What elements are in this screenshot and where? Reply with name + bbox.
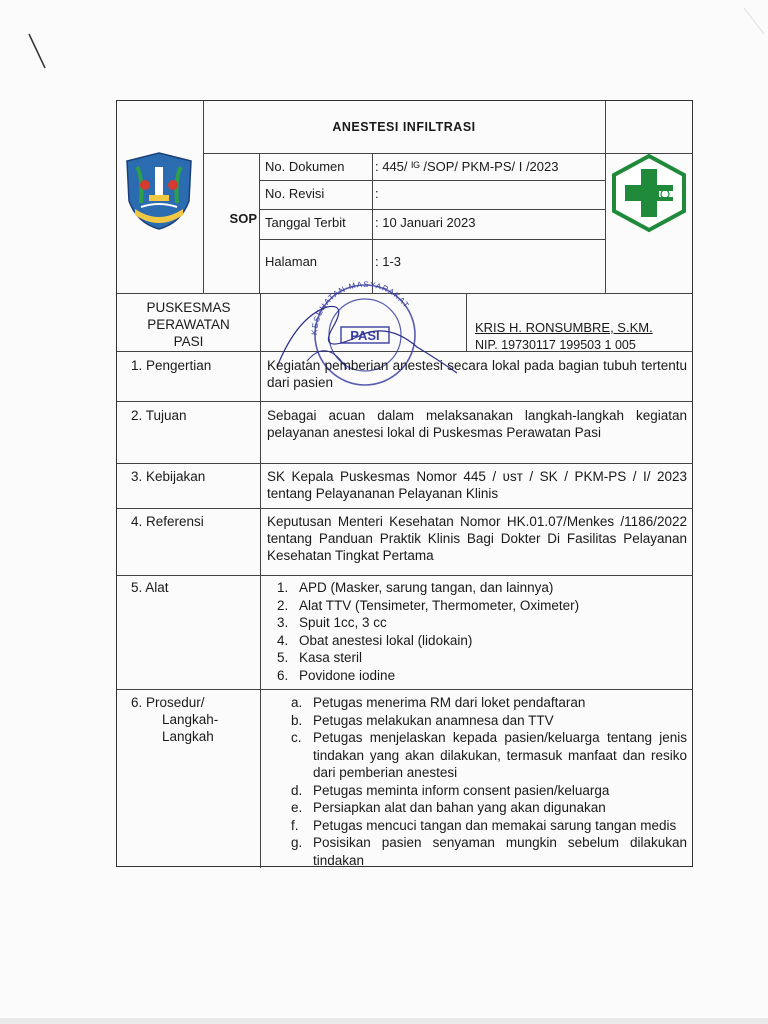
- section-label-pengertian: 1. Pengertian: [131, 358, 212, 373]
- sop-document-frame: [116, 100, 693, 867]
- field-label-no-dokumen: No. Dokumen: [265, 159, 345, 174]
- regional-emblem-logo: [119, 149, 199, 231]
- alat-list-item-text: Kasa steril: [299, 650, 363, 665]
- section-label-prosedur: [131, 694, 256, 745]
- puskesmas-logo: [609, 153, 689, 233]
- prosedur-list-item: [291, 834, 687, 869]
- sop-label: SOP: [229, 211, 257, 226]
- alat-list-item-marker: 1.: [277, 580, 289, 595]
- prosedur-label-line-3: Langkah: [162, 729, 214, 744]
- prosedur-list-item: [291, 694, 687, 712]
- prosedur-list-item: [291, 782, 687, 800]
- org-line-1: PUSKESMAS: [146, 300, 231, 315]
- prosedur-list-item-marker: e.: [291, 800, 303, 815]
- signer-nip: NIP. 19730117 199503 1 005: [475, 338, 636, 352]
- section-text-kebijakan: SK Kepala Puskesmas Nomor 445 / ʋѕᴛ / SK / PKM-PS / I/ 2023 tentang Pelayananan Pelayanan Klinis: [267, 469, 687, 501]
- alat-list-item-text: Povidone iodine: [299, 667, 396, 683]
- field-value-no-revisi: :: [375, 186, 379, 201]
- prosedur-list-item-text: Petugas menjelaskan kepada pasien/keluarga tentang jenis tindakan yang akan dilakukan, termasuk manfaat dan resiko dari pemberian anestesi: [313, 730, 687, 780]
- stamp-center-text: PASI: [350, 328, 380, 343]
- alat-list: [277, 579, 677, 684]
- field-value-halaman: : 1-3: [375, 254, 402, 269]
- prosedur-list-item-text: Petugas menerima RM dari loket pendaftaran: [313, 695, 586, 710]
- alat-list-item-text: APD (Masker, sarung tangan, dan lainnya): [299, 580, 554, 595]
- page-edge: [0, 1018, 768, 1024]
- organization-name: [117, 299, 260, 350]
- alat-list-item: [277, 597, 677, 615]
- section-label-kebijakan: 3. Kebijakan: [131, 469, 206, 484]
- signer-name: KRIS H. RONSUMBRE, S.KM.: [475, 320, 653, 335]
- field-value-tanggal-terbit: : 10 Januari 2023: [375, 215, 476, 230]
- alat-list-item: [277, 667, 677, 685]
- prosedur-list-item-marker: b.: [291, 712, 303, 728]
- prosedur-list-item: [291, 729, 687, 782]
- prosedur-list: [291, 694, 687, 869]
- prosedur-list-item: [291, 817, 687, 835]
- prosedur-list-item-text: Petugas meminta inform consent pasien/keluarga: [313, 782, 610, 798]
- prosedur-list-item-marker: a.: [291, 695, 303, 710]
- alat-list-item-marker: 2.: [277, 597, 289, 613]
- alat-list-item: [277, 632, 677, 650]
- section-text-tujuan: Sebagai acuan dalam melaksanakan langkah-langkah kegiatan pelayanan anestesi lokal di Puskesmas Perawatan Pasi: [267, 408, 687, 440]
- document-title: ANESTESI INFILTRASI: [332, 120, 476, 134]
- prosedur-list-item-marker: g.: [291, 835, 303, 850]
- alat-list-item: [277, 649, 677, 667]
- section-text-pengertian: Kegiatan pemberian anestesi secara lokal pada bagian tubuh tertentu dari pasien: [267, 358, 687, 390]
- section-text-referensi: Keputusan Menteri Kesehatan Nomor HK.01.07/Menkes /1186/2022 tentang Panduan Praktik Klinis Bagi Dokter Di Fasilitas Pelayanan Kesehatan Tingkat Pertama: [267, 514, 687, 563]
- section-label-tujuan: 2. Tujuan: [131, 408, 187, 423]
- section-label-alat: 5. Alat: [131, 580, 169, 595]
- alat-list-item-text: Obat anestesi lokal (lidokain): [299, 632, 473, 648]
- field-value-no-dokumen: : 445/ ᴵᴳ /SOP/ PKM-PS/ I /2023: [375, 159, 559, 174]
- stamp-ring-text: KESEHATAN MASYARAKAT: [309, 279, 412, 336]
- org-line-2: PERAWATAN: [147, 317, 230, 332]
- org-line-3: PASI: [173, 334, 204, 349]
- prosedur-label-line-1: 6. Prosedur/: [131, 695, 205, 710]
- prosedur-list-item: [291, 712, 687, 730]
- field-label-no-revisi: No. Revisi: [265, 186, 325, 201]
- page-fold-mark: [740, 0, 768, 40]
- prosedur-list-item: [291, 799, 687, 817]
- prosedur-list-item-marker: d.: [291, 782, 303, 798]
- alat-list-item-text: Alat TTV (Tensimeter, Thermometer, Oximeter): [299, 597, 580, 613]
- prosedur-label-line-2: Langkah-: [162, 712, 219, 727]
- field-label-halaman: Halaman: [265, 254, 318, 269]
- section-label-referensi: 4. Referensi: [131, 514, 204, 529]
- alat-list-item-marker: 3.: [277, 615, 289, 630]
- alat-list-item: [277, 579, 677, 597]
- prosedur-list-item-text: Petugas melakukan anamnesa dan TTV: [313, 712, 554, 728]
- alat-list-item-marker: 5.: [277, 650, 289, 665]
- prosedur-list-item-text: Petugas mencuci tangan dan memakai sarung tangan medis: [313, 817, 677, 833]
- prosedur-list-item-text: Posisikan pasien senyaman mungkin sebelum dilakukan tindakan: [313, 835, 687, 868]
- alat-list-item-marker: 6.: [277, 667, 289, 683]
- prosedur-list-item-text: Persiapkan alat dan bahan yang akan digunakan: [313, 800, 606, 815]
- alat-list-item-text: Spuit 1cc, 3 cc: [299, 615, 387, 630]
- prosedur-list-item-marker: f.: [291, 817, 299, 833]
- pen-mark: [25, 30, 55, 75]
- prosedur-list-item-marker: c.: [291, 730, 302, 745]
- alat-list-item-marker: 4.: [277, 632, 289, 648]
- alat-list-item: [277, 614, 677, 632]
- field-label-tanggal-terbit: Tanggal Terbit: [265, 215, 346, 230]
